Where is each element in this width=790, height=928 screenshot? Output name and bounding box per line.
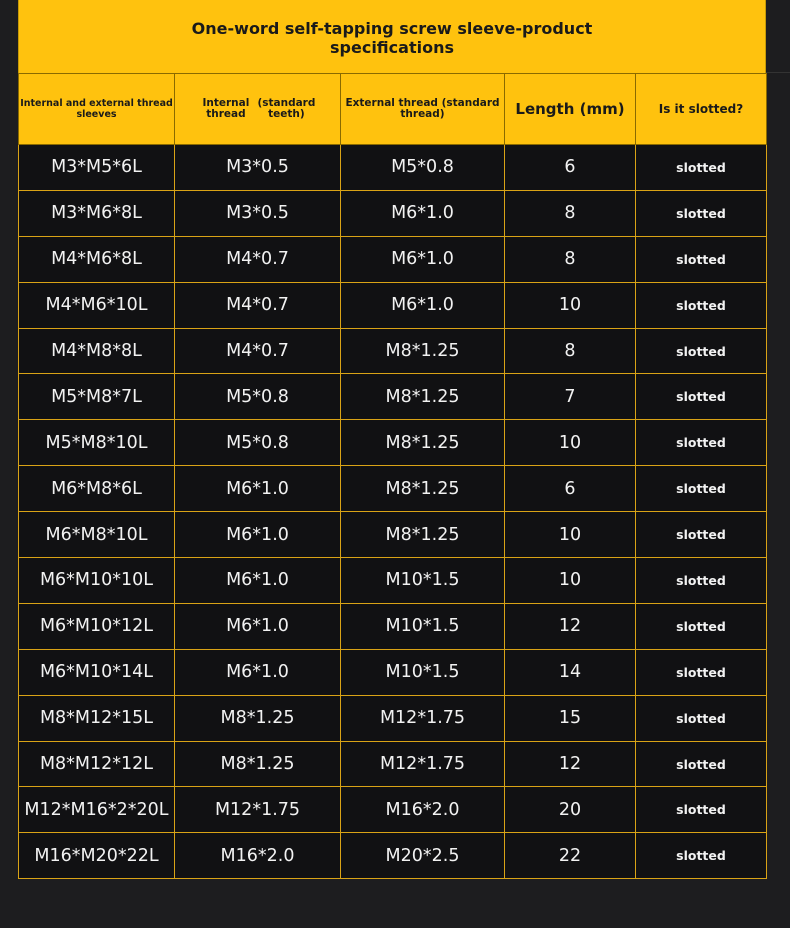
- cell-internal-thread: M6*1.0: [175, 649, 341, 695]
- cell-sleeve: M5*M8*7L: [19, 374, 175, 420]
- cell-external-thread: M8*1.25: [341, 420, 505, 466]
- cell-sleeve: M4*M6*8L: [19, 236, 175, 282]
- cell-internal-thread: M5*0.8: [175, 420, 341, 466]
- cell-sleeve: M6*M10*10L: [19, 558, 175, 604]
- cell-length: 10: [505, 512, 636, 558]
- cell-length: 15: [505, 695, 636, 741]
- cell-sleeve: M3*M6*8L: [19, 190, 175, 236]
- cell-external-thread: M12*1.75: [341, 741, 505, 787]
- cell-slotted: slotted: [636, 512, 767, 558]
- cell-slotted: slotted: [636, 282, 767, 328]
- cell-internal-thread: M4*0.7: [175, 236, 341, 282]
- cell-sleeve: M8*M12*12L: [19, 741, 175, 787]
- spec-table: [18, 73, 767, 879]
- header-external-thread: [341, 74, 505, 145]
- cell-internal-thread: M12*1.75: [175, 787, 341, 833]
- cell-slotted: slotted: [636, 374, 767, 420]
- cell-slotted: slotted: [636, 145, 767, 191]
- cell-slotted: slotted: [636, 190, 767, 236]
- cell-length: 10: [505, 420, 636, 466]
- cell-slotted: slotted: [636, 649, 767, 695]
- cell-sleeve: M6*M8*6L: [19, 466, 175, 512]
- cell-sleeve: M6*M8*10L: [19, 512, 175, 558]
- header-internal-thread: [175, 74, 341, 145]
- cell-slotted: slotted: [636, 603, 767, 649]
- cell-length: 12: [505, 603, 636, 649]
- cell-length: 20: [505, 787, 636, 833]
- cell-sleeve: M6*M10*14L: [19, 649, 175, 695]
- table-row: [19, 787, 767, 833]
- cell-external-thread: M10*1.5: [341, 649, 505, 695]
- table-row: [19, 420, 767, 466]
- cell-length: 6: [505, 466, 636, 512]
- header-sleeve: [19, 74, 175, 145]
- header-internal-label: Internal thread: [202, 97, 250, 120]
- table-row: [19, 328, 767, 374]
- cell-length: 8: [505, 190, 636, 236]
- cell-internal-thread: M3*0.5: [175, 190, 341, 236]
- title-banner: [18, 0, 766, 73]
- cell-internal-thread: M6*1.0: [175, 558, 341, 604]
- cell-sleeve: M5*M8*10L: [19, 420, 175, 466]
- header-length: [505, 74, 636, 145]
- cell-external-thread: M6*1.0: [341, 282, 505, 328]
- cell-length: 8: [505, 236, 636, 282]
- cell-external-thread: M12*1.75: [341, 695, 505, 741]
- cell-external-thread: M5*0.8: [341, 145, 505, 191]
- cell-sleeve: M3*M5*6L: [19, 145, 175, 191]
- cell-internal-thread: M6*1.0: [175, 466, 341, 512]
- cell-slotted: slotted: [636, 328, 767, 374]
- cell-external-thread: M8*1.25: [341, 374, 505, 420]
- cell-sleeve: M12*M16*2*20L: [19, 787, 175, 833]
- cell-sleeve: M6*M10*12L: [19, 603, 175, 649]
- cell-sleeve: M16*M20*22L: [19, 833, 175, 879]
- cell-length: 7: [505, 374, 636, 420]
- table-row: [19, 741, 767, 787]
- table-row: [19, 512, 767, 558]
- cell-length: 22: [505, 833, 636, 879]
- table-row: [19, 695, 767, 741]
- cell-slotted: slotted: [636, 695, 767, 741]
- table-row: [19, 466, 767, 512]
- cell-external-thread: M6*1.0: [341, 236, 505, 282]
- cell-internal-thread: M6*1.0: [175, 603, 341, 649]
- cell-slotted: slotted: [636, 466, 767, 512]
- header-internal-note: (standard teeth): [257, 97, 316, 120]
- cell-sleeve: M4*M8*8L: [19, 328, 175, 374]
- cell-external-thread: M8*1.25: [341, 512, 505, 558]
- cell-internal-thread: M3*0.5: [175, 145, 341, 191]
- table-header-row: [19, 74, 767, 145]
- table-row: [19, 603, 767, 649]
- cell-slotted: slotted: [636, 833, 767, 879]
- table-row: [19, 145, 767, 191]
- cell-external-thread: M8*1.25: [341, 328, 505, 374]
- cell-length: 12: [505, 741, 636, 787]
- table-row: [19, 282, 767, 328]
- page-title-line-1: One-word self-tapping screw sleeve-product: [191, 18, 593, 38]
- page-title-line-2: specifications: [330, 37, 454, 57]
- header-sleeve-label: Internal and external thread sleeves: [20, 98, 173, 120]
- cell-length: 14: [505, 649, 636, 695]
- cell-external-thread: M20*2.5: [341, 833, 505, 879]
- cell-internal-thread: M5*0.8: [175, 374, 341, 420]
- header-slotted: [636, 74, 767, 145]
- cell-length: 10: [505, 282, 636, 328]
- cell-internal-thread: M4*0.7: [175, 282, 341, 328]
- header-length-label: Length (mm): [515, 100, 625, 118]
- cell-external-thread: M6*1.0: [341, 190, 505, 236]
- table-row: [19, 833, 767, 879]
- table-body: [19, 145, 767, 879]
- cell-internal-thread: M8*1.25: [175, 695, 341, 741]
- table-row: [19, 236, 767, 282]
- cell-slotted: slotted: [636, 420, 767, 466]
- cell-external-thread: M10*1.5: [341, 558, 505, 604]
- cell-length: 10: [505, 558, 636, 604]
- cell-internal-thread: M4*0.7: [175, 328, 341, 374]
- cell-external-thread: M16*2.0: [341, 787, 505, 833]
- header-external-label: External thread (standard thread): [345, 97, 500, 120]
- table-row: [19, 558, 767, 604]
- cell-slotted: slotted: [636, 236, 767, 282]
- title-divider: [766, 72, 790, 73]
- table-row: [19, 190, 767, 236]
- cell-internal-thread: M8*1.25: [175, 741, 341, 787]
- cell-internal-thread: M16*2.0: [175, 833, 341, 879]
- cell-slotted: slotted: [636, 787, 767, 833]
- cell-internal-thread: M6*1.0: [175, 512, 341, 558]
- cell-sleeve: M8*M12*15L: [19, 695, 175, 741]
- cell-external-thread: M8*1.25: [341, 466, 505, 512]
- cell-slotted: slotted: [636, 558, 767, 604]
- cell-sleeve: M4*M6*10L: [19, 282, 175, 328]
- table-row: [19, 374, 767, 420]
- cell-slotted: slotted: [636, 741, 767, 787]
- cell-length: 8: [505, 328, 636, 374]
- header-slotted-label: Is it slotted?: [658, 102, 744, 116]
- table-row: [19, 649, 767, 695]
- cell-external-thread: M10*1.5: [341, 603, 505, 649]
- cell-length: 6: [505, 145, 636, 191]
